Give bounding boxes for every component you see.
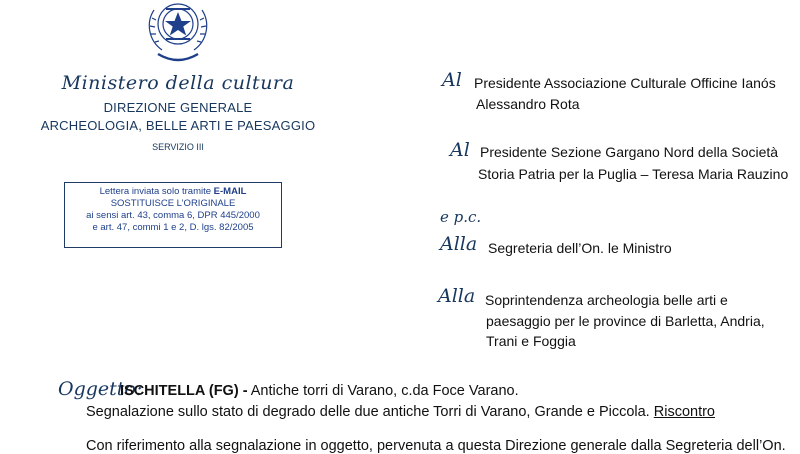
cc-recipient-1-prefix: Alla	[440, 233, 478, 255]
subject-line-2	[86, 404, 715, 420]
cc-recipient-2-line-3: Trani e Foggia	[486, 333, 576, 349]
notice-email-label: E-MAIL	[213, 186, 247, 197]
cc-recipient-2-prefix: Alla	[438, 285, 476, 307]
service-label: SERVIZIO III	[152, 142, 204, 152]
subject-line-2-text: Segnalazione sullo stato di degrado delle due antiche Torri di Varano, Grande e Piccola.	[86, 404, 654, 420]
cc-recipient-2-line-1: Soprintendenza archeologia belle arti e	[485, 292, 728, 308]
department-line-1: DIREZIONE GENERALE	[103, 100, 253, 115]
subject-place: ISCHITELLA (FG) -	[120, 383, 248, 399]
subject-line-1-rest: Antiche torri di Varano, c.da Foce Varano.	[247, 383, 519, 399]
body-first-line: Con riferimento alla segnalazione in oggetto, pervenuta a questa Direzione generale dalla Segreteria dell’On.	[86, 438, 786, 454]
italian-republic-emblem-icon	[136, 0, 220, 68]
recipient-1-line-1: Presidente Associazione Culturale Officine Ianós	[474, 75, 776, 91]
notice-line-1-prefix: Lettera inviata solo tramite	[99, 186, 214, 197]
notice-line-1	[65, 186, 281, 198]
recipient-2-line-1: Presidente Sezione Gargano Nord della Società	[480, 144, 779, 160]
cc-recipient-1-line-1: Segreteria dell’On. le Ministro	[488, 240, 672, 256]
recipient-1-line-2: Alessandro Rota	[476, 96, 580, 112]
subject-line-1	[120, 383, 519, 399]
notice-line-2: SOSTITUISCE L’ORIGINALE	[110, 198, 236, 209]
ministry-name: Ministero della cultura	[61, 72, 295, 94]
subject-reply-label: Riscontro	[653, 404, 715, 420]
recipient-1-prefix: Al	[442, 69, 462, 91]
recipient-2-line-2: Storia Patria per la Puglia – Teresa Maria Rauzino	[478, 166, 789, 182]
email-notice-box	[64, 182, 282, 248]
department-line-2: ARCHEOLOGIA, BELLE ARTI E PAESAGGIO	[40, 118, 316, 133]
subject-label: Oggetto:	[58, 378, 143, 400]
cc-recipient-2-line-2: paesaggio per le province di Barletta, Andria,	[486, 313, 765, 329]
recipient-2-prefix: Al	[450, 139, 470, 161]
cc-label: e p.c.	[440, 208, 482, 226]
notice-line-3: ai sensi art. 43, comma 6, DPR 445/2000	[86, 210, 260, 221]
notice-line-4: e art. 47, commi 1 e 2, D. lgs. 82/2005	[92, 222, 254, 233]
